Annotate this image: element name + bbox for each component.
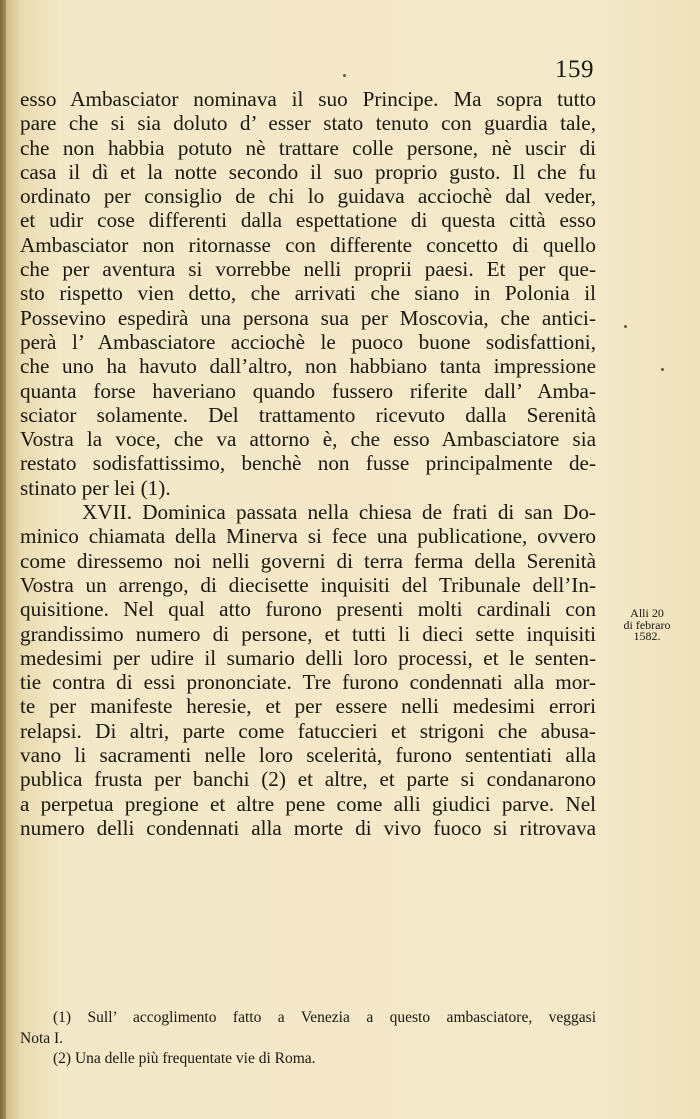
text-line: Ambasciator non ritornasse con differente concetto di quello <box>20 232 596 257</box>
paper-speck <box>343 74 346 77</box>
binding-edge <box>0 0 6 1119</box>
paper-speck <box>624 325 627 328</box>
text-line: ordinato per consiglio de chi lo guidava acciochè dal veder, <box>20 184 596 209</box>
text-line: quanta forse haveriano quando fussero riferite dall’ Amba- <box>20 378 596 403</box>
footnotes <box>20 1008 596 1070</box>
text-line: stinato per lei (1). <box>20 475 171 500</box>
text-line: a perpetua pregione et altre pene come alli giudici parve. Nel <box>20 791 596 816</box>
section-heading-line: XVII. Dominica passata nella chiesa de frati di san Do- <box>82 500 596 525</box>
body-text <box>20 87 596 840</box>
margin-note-line: Alli 20 <box>630 606 664 620</box>
text-line: publica frusta per banchi (2) et altre, et parte si condanarono <box>20 767 596 792</box>
text-line: medesimi per udire il sumario delli loro processi, et le senten- <box>20 645 596 670</box>
text-line: come diressemo noi nelli governi di terra ferma della Serenità <box>20 548 596 573</box>
page-number: 159 <box>555 56 594 83</box>
text-line: restato sodisfattissimo, benchè non fusse principalmente de- <box>20 451 596 476</box>
text-line: numero delli condennati alla morte di vivo fuoco si ritrovava <box>20 815 596 840</box>
margin-note-line: di febraro <box>623 617 671 632</box>
text-line: che uno ha havuto dall’altro, non habbiano tanta impressione <box>20 354 596 379</box>
text-line: et udir cose differenti dalla espettatione di questa città esso <box>20 208 596 233</box>
footnote-2: (2) Una delle più frequentate vie di Roma. <box>53 1050 316 1067</box>
text-line: te per manifeste heresie, et per essere nelli medesimi errori <box>20 694 596 719</box>
text-line: Vostra un arrengo, di diecisette inquisiti del Tribunale dell’In- <box>20 572 596 597</box>
paper-speck <box>661 368 664 371</box>
margin-date-note <box>604 608 690 643</box>
text-line: sto rispetto vien detto, che arrivati che siano in Polonia il <box>20 281 596 306</box>
margin-note-line: 1582. <box>633 629 661 643</box>
text-line: che per aventura si vorrebbe nelli proprii paesi. Et per que- <box>20 257 596 282</box>
text-line: quisitione. Nel qual atto furono presenti molti cardinali con <box>20 597 596 622</box>
footnote-1: (1) Sull’ accoglimento fatto a Venezia a questo ambasciatore, veggasi <box>53 1009 596 1026</box>
text-line: relapsi. Di altri, parte come fatuccieri et strigoni che abusa- <box>20 718 596 743</box>
text-line: Vostra la voce, che va attorno è, che esso Ambasciatore sia <box>20 427 596 452</box>
text-line: sciator solamente. Del trattamento ricevuto dalla Serenità <box>20 402 596 427</box>
text-line: tie contra di essi prononciate. Tre furono condennati alla mor- <box>20 670 596 695</box>
text-line: vano li sacramenti nelle loro sceleritȧ, furono sententiati alla <box>20 743 596 768</box>
text-line: che non habbia potuto nè trattare colle persone, nè uscir di <box>20 135 596 160</box>
text-line: perà l’ Ambasciatore acciochè le puoco buone sodisfattioni, <box>20 329 596 354</box>
footnote-1-continuation: Nota I. <box>20 1029 64 1047</box>
text-line: minico chiamata della Minerva si fece una publicatione, ovvero <box>20 524 596 549</box>
text-line: casa il dì et la notte secondo il suo proprio gusto. Il che fu <box>20 159 596 184</box>
text-line: Possevino espedirà una persona sua per Moscovia, che antici- <box>20 305 596 330</box>
text-line: esso Ambasciator nominava il suo Principe. Ma sopra tutto <box>20 87 596 111</box>
text-line: pare che si sia doluto d’ esser stato tenuto con guardia tale, <box>20 111 596 136</box>
text-line: grandissimo numero di persone, et tutti li dieci sette inquisiti <box>20 621 596 646</box>
